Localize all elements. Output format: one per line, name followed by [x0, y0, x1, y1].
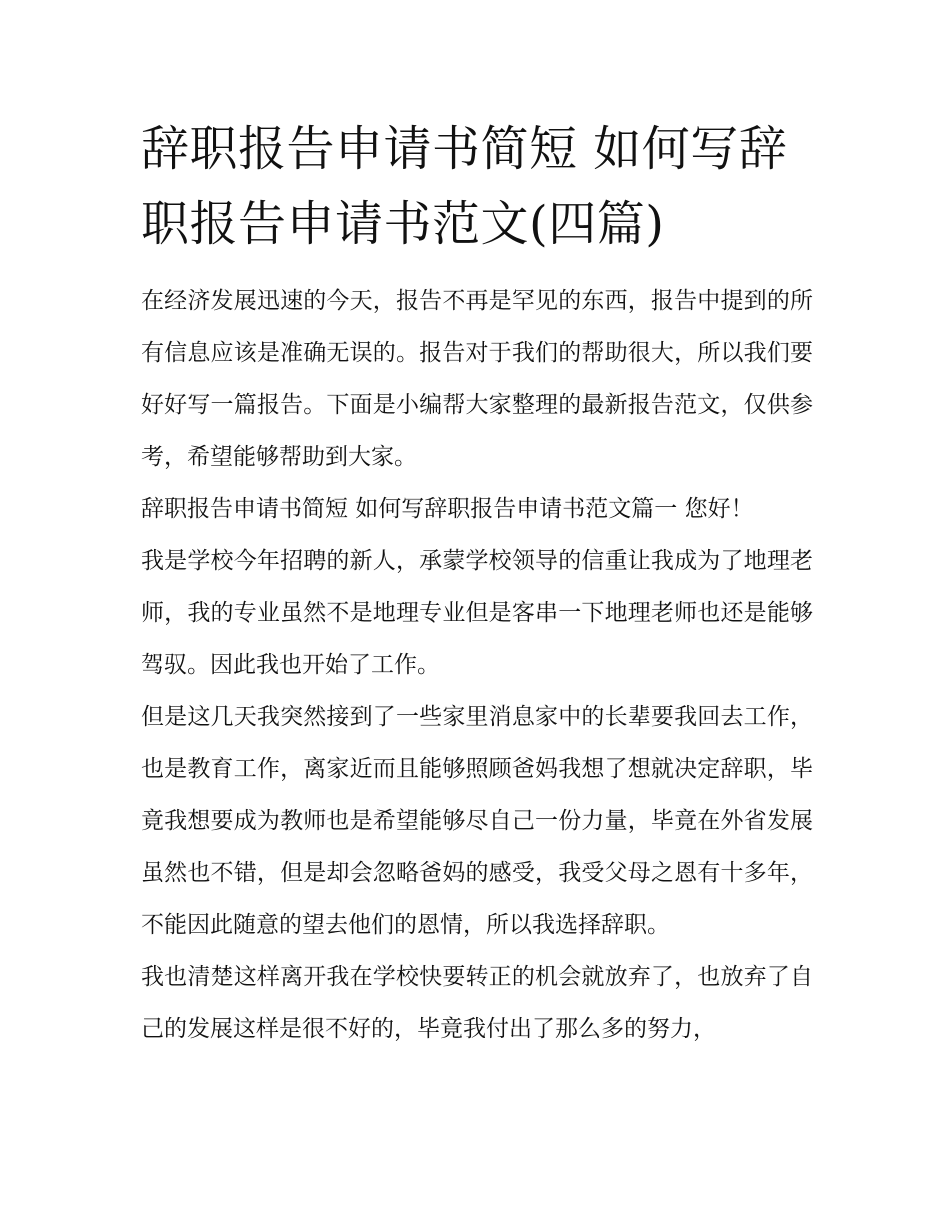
intro-paragraph: 在经济发展迅速的今天，报告不再是罕见的东西，报告中提到的所有信息应该是准确无误的。报告对于我们的帮助很大，所以我们要好好写一篇报告。下面是小编帮大家整理的最新报告范文，仅供参考，希望能够帮助到大家。	[141, 288, 813, 470]
body-paragraph: 我是学校今年招聘的新人，承蒙学校领导的信重让我成为了地理老师，我的专业虽然不是地理专业但是客串一下地理老师也还是能够驾驭。因此我也开始了工作。	[141, 548, 813, 678]
body-paragraph: 但是这几天我突然接到了一些家里消息家中的长辈要我回去工作，也是教育工作，离家近而且能够照顾爸妈我想了想就决定辞职，毕竟我想要成为教师也是希望能够尽自己一份力量，毕竟在外省发展虽然也不错，但是却会忽略爸妈的感受，我受父母之恩有十多年，不能因此随意的望去他们的恩情，所以我选择辞职。	[141, 704, 813, 938]
body-paragraph: 我也清楚这样离开我在学校快要转正的机会就放弃了，也放弃了自己的发展这样是很不好的，毕竟我付出了那么多的努力，	[141, 964, 813, 1042]
document-title: 辞职报告申请书简短 如何写辞职报告申请书范文(四篇)	[141, 121, 788, 252]
section-heading-paragraph: 辞职报告申请书简短 如何写辞职报告申请书范文篇一 您好！	[141, 496, 754, 522]
document-body	[141, 112, 813, 1055]
